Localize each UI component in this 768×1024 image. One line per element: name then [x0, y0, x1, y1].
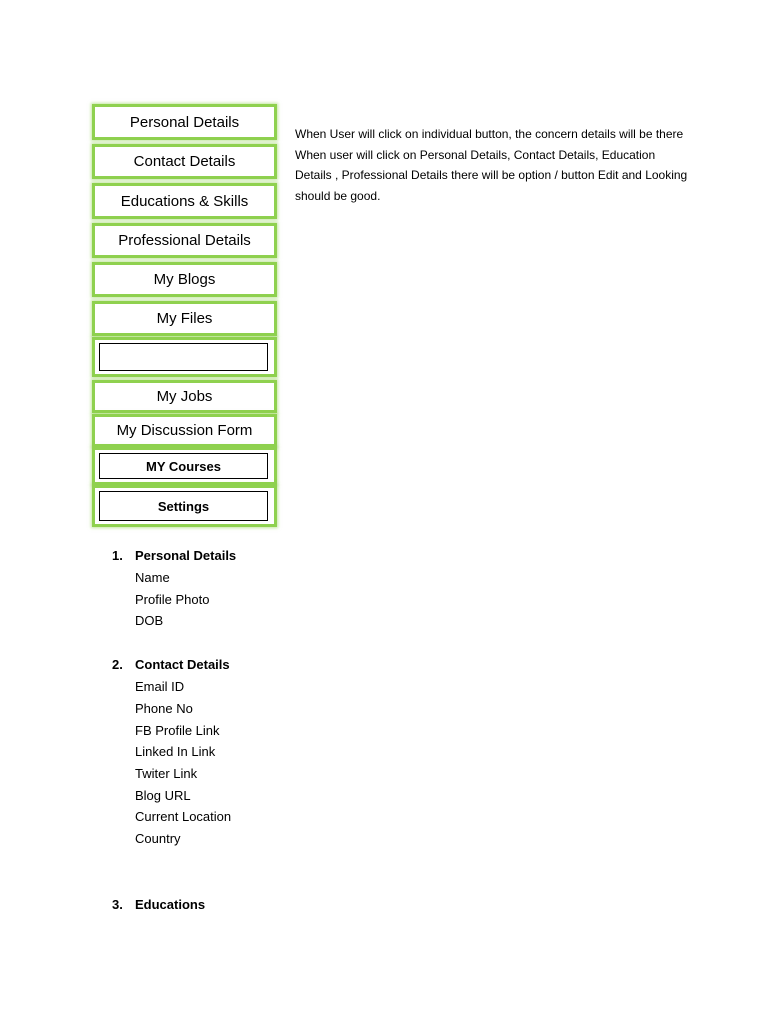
list-item: DOB — [135, 613, 164, 628]
professional-details-button[interactable] — [92, 223, 277, 258]
my-discussion-form-label: My Discussion Form — [116, 422, 253, 439]
blank-menu-box[interactable] — [99, 343, 268, 371]
section-number: 3. — [112, 897, 123, 912]
section-heading-educations — [112, 897, 205, 912]
list-item: Blog URL — [135, 788, 191, 803]
blank-menu-slot[interactable] — [92, 337, 277, 377]
section-number: 1. — [112, 548, 123, 563]
my-blogs-label: My Blogs — [153, 271, 216, 288]
personal-details-label: Personal Details — [129, 113, 240, 131]
section-number: 2. — [112, 657, 123, 672]
section-title: Contact Details — [135, 657, 230, 672]
contact-details-button[interactable] — [92, 144, 277, 179]
list-item: Name — [135, 570, 170, 585]
section-heading-personal-details — [112, 548, 236, 563]
list-item: FB Profile Link — [135, 723, 220, 738]
personal-details-button[interactable] — [92, 104, 277, 140]
my-jobs-button[interactable] — [92, 380, 277, 413]
my-files-label: My Files — [156, 310, 213, 327]
list-item: Twiter Link — [135, 766, 198, 781]
list-item: Current Location — [135, 809, 232, 824]
my-courses-label: MY Courses — [146, 458, 221, 474]
profile-menu — [92, 101, 277, 527]
section-title: Personal Details — [135, 548, 237, 563]
educations-skills-label: Educations & Skills — [120, 192, 249, 210]
list-item: Country — [135, 831, 181, 846]
my-discussion-form-button[interactable] — [92, 414, 277, 447]
my-blogs-button[interactable] — [92, 262, 277, 297]
settings-button[interactable] — [99, 491, 268, 521]
section-heading-contact-details — [112, 657, 230, 672]
description-text: When User will click on individual button, the concern details will be there When user will click on Personal Details, Contact Details, Education Details , Professional Details there will be option / button Edit and Looking should be good. — [295, 127, 688, 203]
professional-details-label: Professional Details — [118, 232, 251, 249]
contact-details-label: Contact Details — [133, 153, 236, 170]
section-title: Educations — [135, 897, 206, 912]
educations-skills-button[interactable] — [92, 183, 277, 219]
list-item: Phone No — [135, 701, 193, 716]
settings-label: Settings — [157, 498, 210, 514]
list-item: Email ID — [135, 679, 185, 694]
my-courses-button[interactable] — [99, 453, 268, 479]
list-item: Profile Photo — [135, 592, 210, 607]
list-item: Linked In Link — [135, 744, 216, 759]
settings-frame — [92, 485, 277, 527]
my-jobs-label: My Jobs — [156, 388, 213, 405]
my-courses-frame — [92, 447, 277, 485]
my-files-button[interactable] — [92, 301, 277, 336]
